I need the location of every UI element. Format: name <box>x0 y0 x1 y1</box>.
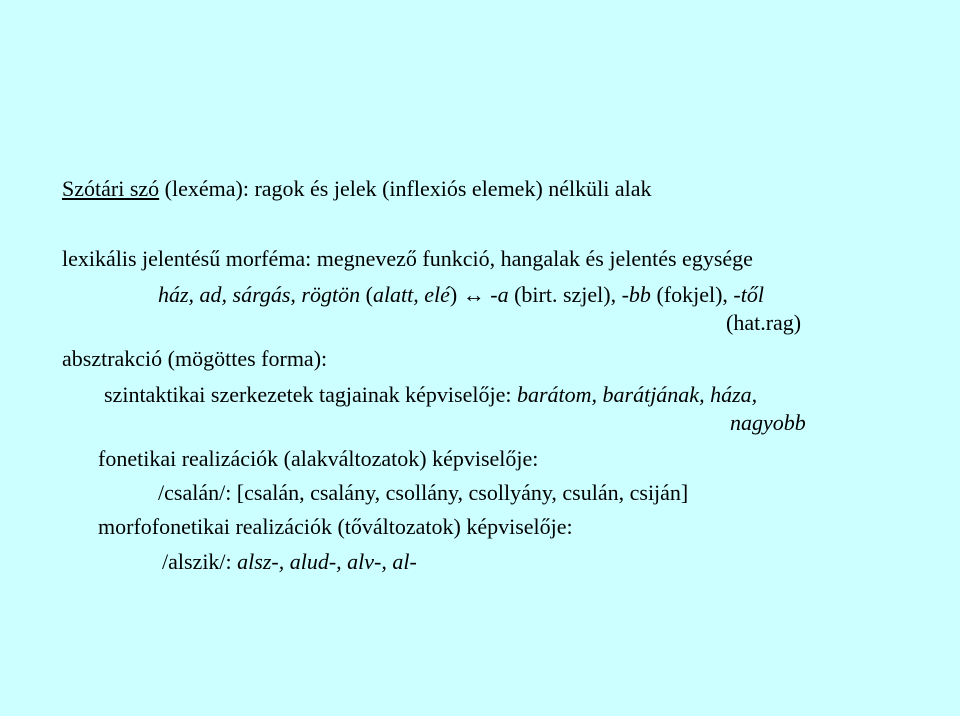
abstraction-line <box>62 346 327 372</box>
hatrag-line <box>726 310 801 336</box>
gloss-birt: (birt. szjel), <box>508 282 622 307</box>
syntactic-examples: barátom, barátjának, háza, <box>516 382 758 407</box>
examples-words: ház, ad, sárgás, rögtön <box>158 282 361 307</box>
abstraction-text: absztrakció (mögöttes forma): <box>62 346 328 371</box>
term-szotari-szo: Szótári szó <box>62 176 160 201</box>
lexical-meaning-text: lexikális jelentésű morféma: megnevező funkció, hangalak és jelentés egysége <box>62 246 753 271</box>
csalan-line <box>158 480 688 506</box>
phonetic-text: fonetikai realizációk (alakváltozatok) képviselője: <box>98 446 539 471</box>
definition-line <box>62 176 652 202</box>
phonetic-line <box>98 446 538 472</box>
lexical-meaning-line <box>62 246 753 272</box>
morphophonetic-text: morfofonetikai realizációk (tőváltozatok) képviselője: <box>98 514 573 539</box>
gloss-hatrag: (hat.rag) <box>726 310 802 335</box>
alszik-line <box>162 549 417 575</box>
suffix-tol: -től <box>733 282 764 307</box>
suffix-a: -a <box>490 282 509 307</box>
alszik-examples: alsz-, alud-, alv-, al- <box>237 549 417 574</box>
definition-text: (lexéma): ragok és jelek (inflexiós elemek) nélküli alak <box>159 176 652 201</box>
paren-close: ) <box>449 282 463 307</box>
syntactic-line <box>104 382 757 408</box>
syntactic-text: szintaktikai szerkezetek tagjainak képviselője: <box>104 382 517 407</box>
gloss-fokjel: (fokjel), <box>650 282 734 307</box>
syntactic-examples-cont: nagyobb <box>730 410 806 435</box>
alszik-prefix: /alszik/: <box>162 549 238 574</box>
csalan-text: /csalán/: [csalán, csalány, csollány, csollyány, csulán, csiján] <box>158 480 689 505</box>
morphophonetic-line <box>98 514 573 540</box>
examples-line <box>158 282 764 308</box>
syntactic-continuation-line <box>730 410 806 436</box>
paren-open: ( <box>360 282 373 307</box>
examples-postpositions: alatt, elé <box>372 282 450 307</box>
suffix-bb: -bb <box>621 282 651 307</box>
double-arrow-icon: ↔ <box>462 282 485 307</box>
